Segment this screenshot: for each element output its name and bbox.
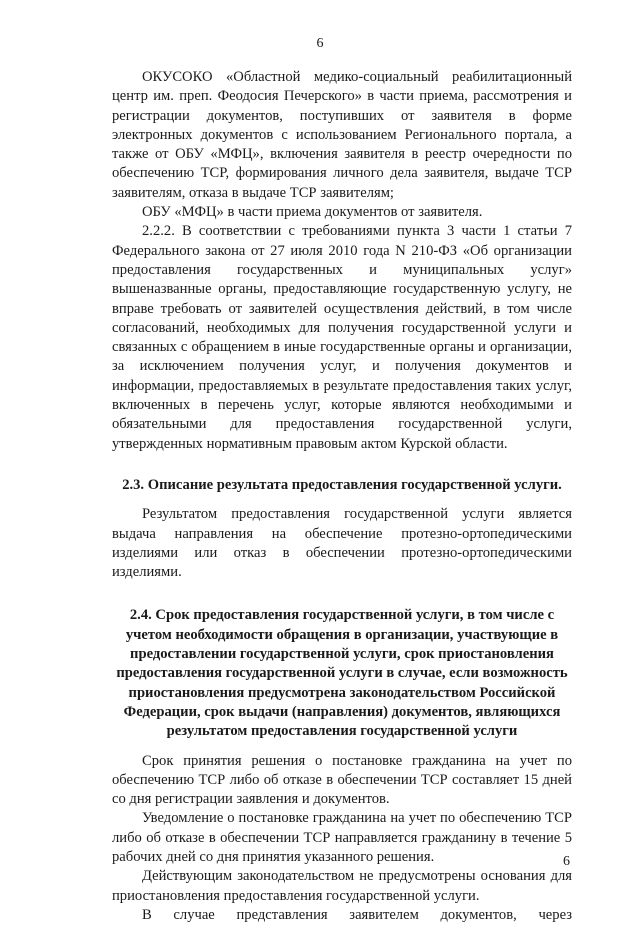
paragraph-2-4-notice: Уведомление о постановке гражданина на учет по обеспечению ТСР либо об отказе в обеспечении ТСР направляется гражданину в течение 5 рабочих дней со дня принятия указанного решения.	[112, 810, 572, 865]
heading-2-4: 2.4. Срок предоставления государственной услуги, в том числе с учетом необходимости обращения в организации, участвующие в предоставлении государственной услуги, срок приостановления предоставления государственной услуги в случае, если возможность приостановления предусмотрена законодательством Российской Федерации, срок выдачи (направления) документов, являющихся результатом предоставления государственной услуги	[116, 607, 568, 740]
paragraph-2-3-result: Результатом предоставления государственной услуги является выдача направления на обеспечение протезно-ортопедическими изделиями или отказ в обеспечении протезно-ортопедическими изделиями.	[112, 506, 572, 581]
document-body	[112, 68, 572, 925]
paragraph-2-4-case: В случае представления заявителем документов, через	[142, 906, 572, 923]
paragraph-okusoko: ОКУСОКО «Областной медико-социальный реабилитационный центр им. преп. Феодосия Печерского» в части приема, рассмотрения и регистрации документов, поступивших от заявителя в форме электронных документов с использованием Регионального портала, а также от ОБУ «МФЦ», включения заявителя в реестр очередности по обеспечению ТСР, формирования личного дела заявителя, выдаче ТСР заявителям, отказа в выдаче ТСР заявителям;	[112, 69, 572, 201]
page-number-top: 6	[316, 36, 324, 51]
page-number-bottom: 6	[563, 854, 570, 869]
paragraph-2-4-term: Срок принятия решения о постановке гражданина на учет по обеспечению ТСР либо об отказе в обеспечении ТСР составляет 15 дней со дня регистрации заявления и документов.	[112, 752, 572, 808]
paragraph-2-2-2: 2.2.2. В соответствии с требованиями пункта 3 части 1 статьи 7 Федерального закона от 27 июля 2010 года N 210-ФЗ «Об организации предоставления государственных и муниципальных услуг» вышеназванные органы, предоставляющие государственную услугу, не вправе требовать от заявителей осуществления действий, в том числе согласований, необходимых для получения государственной услуги и связанных с обращением в иные государственные органы и организации, за исключением получения услуг, и получения документов и информации, предоставляемых в результате предоставления таких услуг, включенных в перечень услуг, которые являются необходимыми и обязательными для предоставления государственной услуги, утвержденных нормативным правовым актом Курской области.	[112, 223, 572, 452]
heading-2-3: 2.3. Описание результата предоставления государственной услуги.	[122, 476, 562, 493]
paragraph-2-4-no-suspension: Действующим законодательством не предусмотрены основания для приостановления предоставления государственной услуги.	[112, 868, 572, 904]
paragraph-mfc: ОБУ «МФЦ» в части приема документов от заявителя.	[142, 204, 483, 221]
